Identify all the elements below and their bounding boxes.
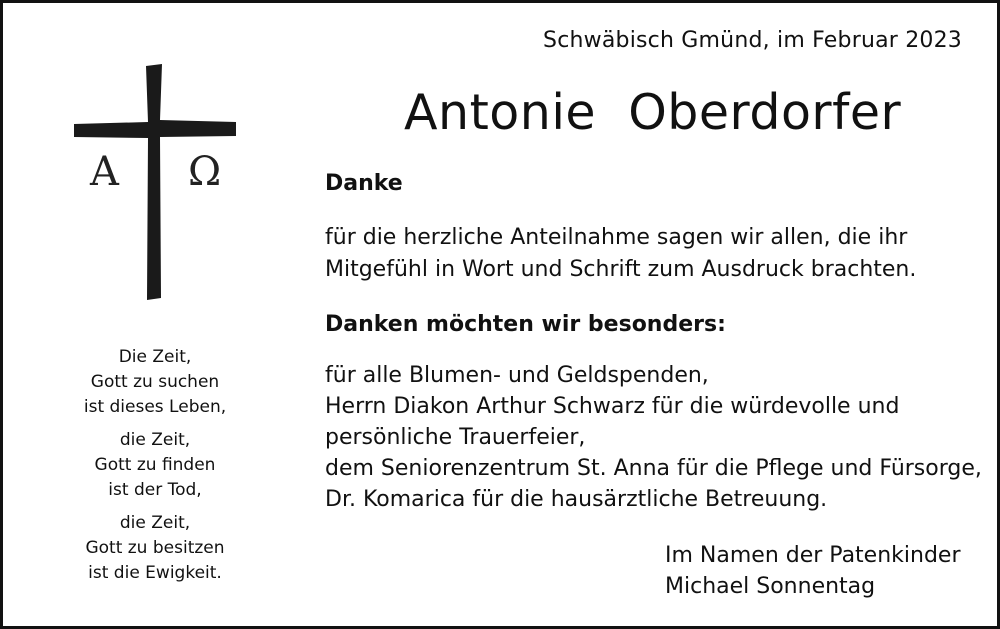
omega-letter: Ω [188, 149, 222, 195]
deceased-name: Antonie Oberdorfer [404, 84, 902, 141]
signature-line: Im Namen der Patenkinder [665, 543, 961, 568]
special-thanks-line: persönliche Trauerfeier, [325, 425, 586, 450]
poem-stanza [45, 511, 265, 586]
cross-alpha-omega-icon [62, 62, 252, 307]
special-thanks-heading: Danken möchten wir besonders: [325, 312, 726, 337]
thanks-line: Mitgefühl in Wort und Schrift zum Ausdruck brachten. [325, 257, 917, 282]
special-thanks-line: dem Seniorenzentrum St. Anna für die Pflege und Fürsorge, [325, 456, 982, 481]
poem-line: Gott zu besitzen [85, 538, 225, 558]
poem [45, 345, 265, 594]
poem-line: Gott zu finden [94, 455, 216, 475]
special-thanks-line: Dr. Komarica für die hausärztliche Betreuung. [325, 487, 828, 512]
poem-line: ist die Ewigkeit. [88, 563, 222, 583]
poem-line: ist der Tod, [108, 480, 202, 500]
poem-line: Die Zeit, [118, 347, 192, 367]
poem-line: ist dieses Leben, [83, 397, 227, 417]
special-thanks-line: Herrn Diakon Arthur Schwarz für die würdevolle und [325, 394, 900, 419]
signature [665, 540, 961, 602]
special-thanks-line: für alle Blumen- und Geldspenden, [325, 363, 709, 388]
poem-stanza [45, 345, 265, 420]
alpha-letter: A [90, 149, 119, 195]
thanks-paragraph [325, 222, 965, 286]
special-thanks-paragraph [325, 360, 985, 515]
signature-line: Michael Sonnentag [665, 574, 876, 599]
poem-stanza [45, 428, 265, 503]
thanks-heading: Danke [325, 171, 403, 196]
poem-line: die Zeit, [119, 513, 191, 533]
thanks-line: für die herzliche Anteilnahme sagen wir allen, die ihr [325, 225, 908, 250]
place-date: Schwäbisch Gmünd, im Februar 2023 [543, 28, 962, 53]
poem-line: Gott zu suchen [90, 372, 220, 392]
poem-line: die Zeit, [119, 430, 191, 450]
